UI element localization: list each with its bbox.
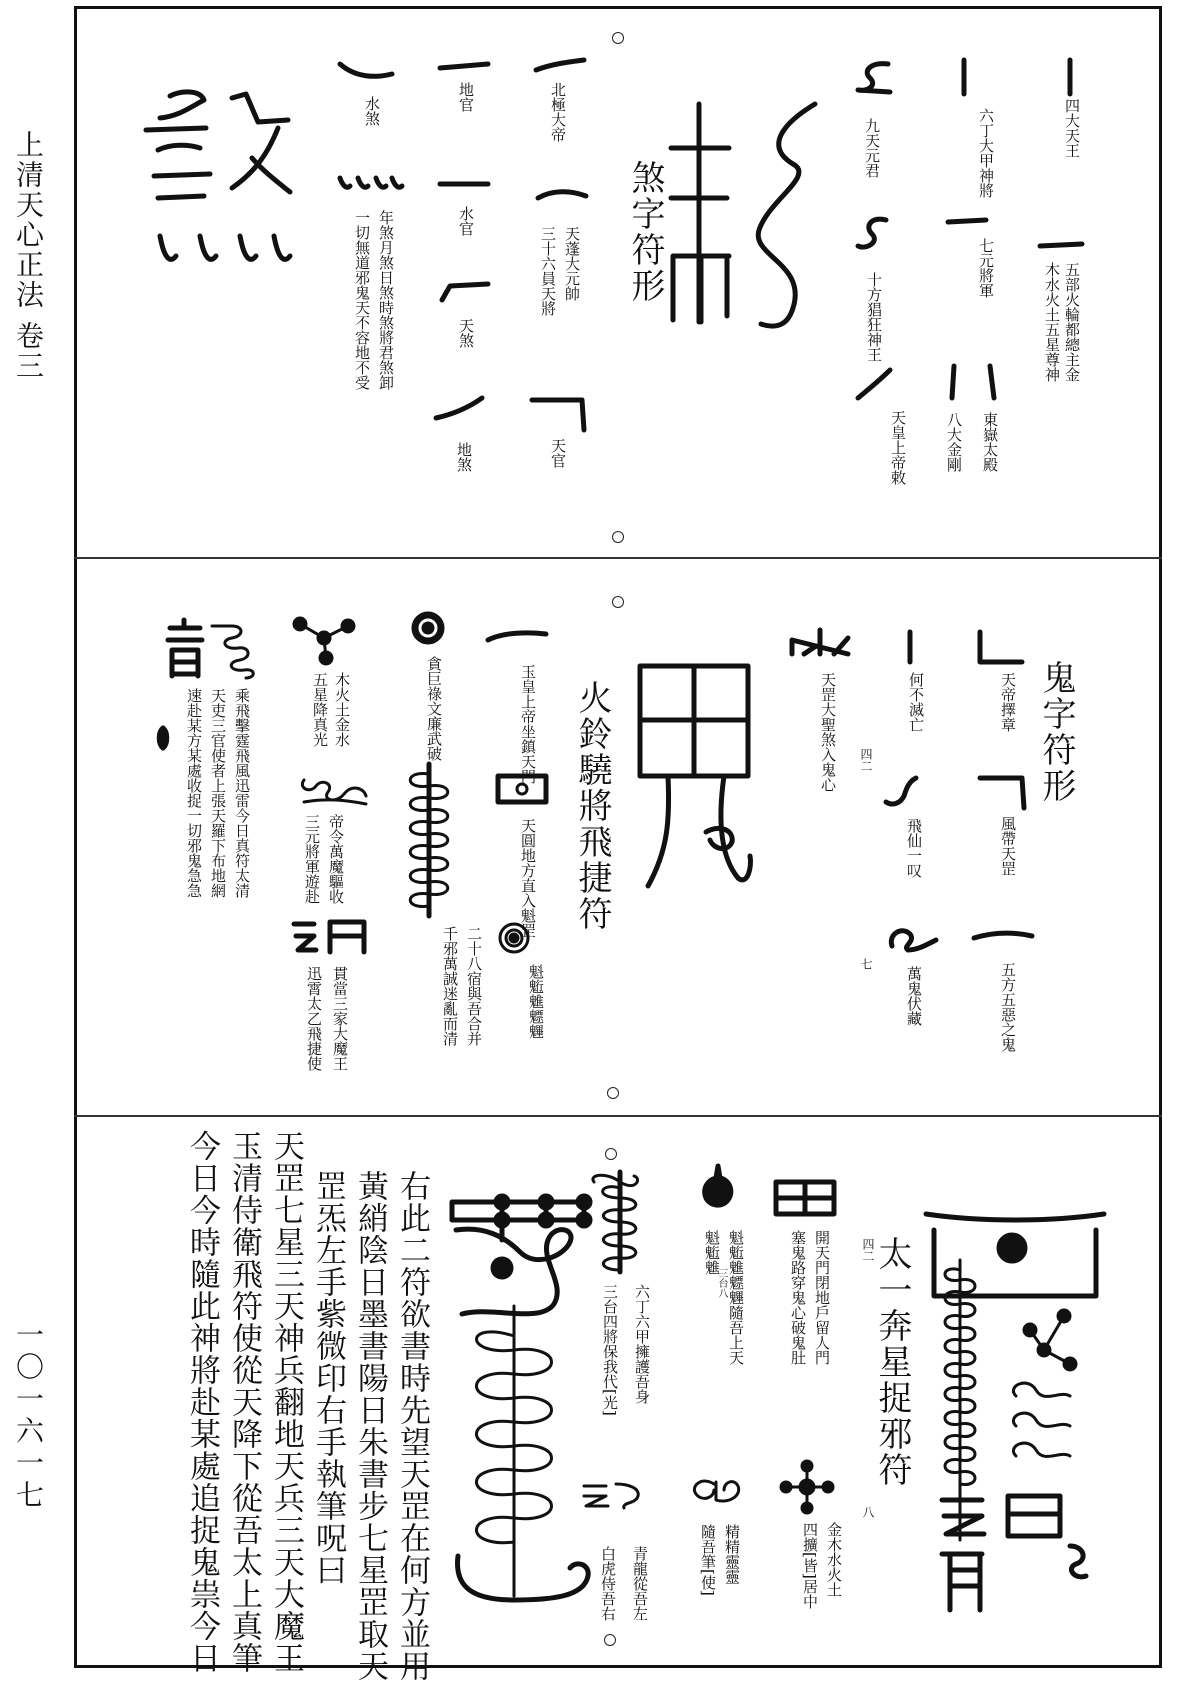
- text-column: 何不滅亡: [907, 672, 925, 732]
- second-talisman-glyph: [444, 1196, 594, 1626]
- sha-talisman-glyph: [665, 96, 845, 336]
- incantation-text-line: 今日今時隨此神將赴某處追捉鬼祟今日: [184, 1130, 220, 1674]
- text-column: 六丁六甲擁護吾身: [633, 1284, 651, 1404]
- instruction-text-line: 黃綃陰日墨書陽日朱書步七星罡取天: [352, 1170, 388, 1682]
- ghost-section-mark: 七: [859, 958, 873, 970]
- text-column: 玉皇上帝坐鎮天門: [519, 664, 537, 784]
- text-column: 魁䰢魋: [703, 1230, 721, 1275]
- stroke-glyph: [532, 54, 588, 78]
- text-column: 地官: [457, 82, 475, 112]
- text-column: 天煞: [457, 318, 475, 348]
- bottom-section-mark: 八: [861, 1506, 875, 1518]
- text-column: 十方猖狂神王: [865, 272, 883, 362]
- double-swirl-glyph: [684, 1474, 750, 1508]
- stroke-glyph: [954, 58, 974, 98]
- text-column: 天皇上帝敕: [889, 410, 907, 485]
- spiral-seal-glyph: [410, 610, 446, 646]
- swirl-glyph: [884, 920, 940, 954]
- framed-dot-glyph: [492, 770, 552, 808]
- text-column: 金木水火土: [825, 1522, 843, 1597]
- black-seal-glyph: [698, 1162, 738, 1210]
- text-column: 千邪萬誠迷亂而清: [441, 926, 459, 1046]
- text-column: 水煞: [363, 96, 381, 126]
- text-column: 二十八宿與吾合并: [465, 926, 483, 1046]
- instruction-text-line: 右此二符欲書時先望天罡在何方並用: [394, 1170, 430, 1682]
- binding-circle: [605, 1148, 617, 1160]
- text-column: 乘飛擊霆飛風迅雷今日真符太清: [233, 688, 251, 898]
- dragon-character-glyph: [160, 616, 260, 682]
- binding-circle: [612, 531, 624, 543]
- stroke-glyph: [944, 362, 1004, 402]
- instruction-text-line: 罡炁左手紫微印右手執筆呪曰: [310, 1170, 346, 1586]
- text-column: 天圓地方直入魁罡: [519, 818, 537, 938]
- ghost-section-mark: 四二: [859, 748, 873, 772]
- text-column: 魁䰢魋魒魓隨吾上天: [727, 1230, 745, 1365]
- fire-dots-glyph: [334, 172, 406, 196]
- spiral-seal-glyph: [496, 920, 532, 956]
- text-column: 迅霄太乙飛捷使: [305, 966, 323, 1071]
- stroke-glyph: [898, 628, 922, 668]
- binding-circle: [612, 32, 624, 44]
- mountain-glyph: [786, 624, 854, 664]
- incantation-text-line: 天罡七星三天神兵翻地天兵三天大魔王: [268, 1130, 304, 1674]
- stroke-glyph: [1060, 58, 1080, 98]
- panel-divider-top: [74, 557, 1162, 559]
- text-column: 速赴某方某處收捉一切邪鬼急急: [185, 688, 203, 898]
- ink-blot-mark: [156, 726, 170, 750]
- sha-character-glyph: [140, 88, 296, 268]
- stroke-glyph: [484, 624, 550, 646]
- cloud-scroll-glyph: [296, 770, 372, 810]
- text-column: 貪巨祿文廉武破: [425, 656, 443, 761]
- text-column: 東嶽太殿: [981, 412, 999, 472]
- text-column: 天蓬大元帥: [563, 226, 581, 301]
- text-column: 五星降真光: [311, 672, 329, 747]
- text-column: 三台八: [716, 1268, 727, 1298]
- top-panel-title: 煞字符形: [625, 160, 665, 304]
- binding-circle: [612, 596, 624, 608]
- text-column: 開天門閉地戶留人門: [813, 1230, 831, 1365]
- stroke-glyph: [436, 56, 492, 74]
- text-column: 地煞: [455, 442, 473, 472]
- text-column: 白虎侍吾右: [599, 1546, 617, 1621]
- stroke-glyph: [534, 184, 590, 208]
- incantation-text-line: 玉清侍衛飛符使從天降下從吾太上真筆: [226, 1130, 262, 1674]
- zigzag-cover-glyph: [290, 916, 370, 960]
- text-column: 天官: [549, 438, 567, 468]
- text-column: 年煞月煞日煞時煞將君煞卸: [377, 210, 395, 390]
- cross-stars-glyph: [782, 1462, 832, 1512]
- stroke-glyph: [974, 772, 1030, 812]
- swirl-glyph: [852, 58, 896, 98]
- text-column: 水官: [457, 206, 475, 236]
- field-grid-glyph: [770, 1176, 840, 1220]
- ghost-talisman-glyph: [628, 660, 760, 900]
- swirl-glyph: [852, 212, 896, 256]
- text-column: 萬鬼伏藏: [905, 966, 923, 1026]
- text-column: 塞鬼路穿鬼心破鬼肚: [789, 1230, 807, 1365]
- binding-circle: [607, 1087, 619, 1099]
- text-column: 天吏三官使者上張天羅下布地網: [209, 688, 227, 898]
- ghost-talisman-title: 鬼字符形: [1036, 660, 1076, 804]
- stroke-glyph: [1036, 238, 1086, 252]
- stroke-glyph: [972, 628, 1028, 668]
- great-talisman-glyph: [920, 1200, 1110, 1630]
- text-column: 天帝擇章: [999, 672, 1017, 732]
- text-column: 九天元君: [863, 118, 881, 178]
- text-column: 木水火土五星尊神: [1043, 262, 1061, 382]
- stroke-glyph: [880, 774, 926, 808]
- stroke-glyph: [436, 278, 492, 306]
- stroke-glyph: [432, 394, 488, 424]
- text-column: 三台四將保我代[光]: [601, 1284, 619, 1416]
- panel-divider-bottom: [74, 1115, 1162, 1117]
- stroke-glyph: [944, 214, 990, 228]
- chase-star-talisman-title: 太一奔星捉邪符: [872, 1236, 912, 1488]
- text-column: 魁䰢魋魒魓: [527, 964, 545, 1039]
- binding-circle: [604, 1634, 616, 1646]
- stroke-glyph: [852, 366, 896, 402]
- bottom-section-mark: 四二: [861, 1238, 875, 1262]
- star-constellation-glyph: [288, 614, 358, 664]
- text-column: 風帶天罡: [999, 816, 1017, 876]
- text-column: 木火土金水: [333, 672, 351, 747]
- text-column: 北極大帝: [549, 82, 567, 142]
- stroke-glyph: [970, 924, 1036, 946]
- fire-bell-talisman-title: 火鈴驍將飛捷符: [572, 680, 612, 932]
- stroke-glyph: [528, 394, 588, 434]
- text-column: 八大金剛: [945, 412, 963, 472]
- text-column: 七元將軍: [977, 238, 995, 298]
- stroke-glyph: [436, 174, 492, 192]
- text-column: 五方五惡之鬼: [999, 962, 1017, 1052]
- text-column: 四大天王: [1063, 98, 1081, 158]
- text-column: 三十六員天將: [539, 226, 557, 316]
- text-column: 帝令萬魔驅收: [327, 814, 345, 904]
- text-column: 五部火輪都總主金: [1063, 262, 1081, 382]
- text-column: 青龍從吾左: [631, 1546, 649, 1621]
- text-column: 精精靈靈: [723, 1524, 741, 1584]
- page-number: 一〇一六一七: [12, 1320, 45, 1512]
- text-column: 六丁大甲神將: [977, 108, 995, 198]
- stroke-glyph: [336, 56, 396, 82]
- text-column: 天罡大聖煞入鬼心: [819, 672, 837, 792]
- text-column: 四擴[皆]居中: [801, 1522, 819, 1609]
- text-column: 三元將軍遊赴: [303, 814, 321, 904]
- book-title-margin: 上清天心正法 卷三: [12, 130, 45, 381]
- text-column: 貫當三家大魔王: [331, 966, 349, 1071]
- text-column: 隨吾筆[使]: [699, 1524, 717, 1596]
- loop-chain-glyph: [394, 760, 464, 920]
- text-column: 飛仙一叹: [905, 818, 923, 878]
- text-column: 一切無道邪鬼天不容地不受: [353, 210, 371, 390]
